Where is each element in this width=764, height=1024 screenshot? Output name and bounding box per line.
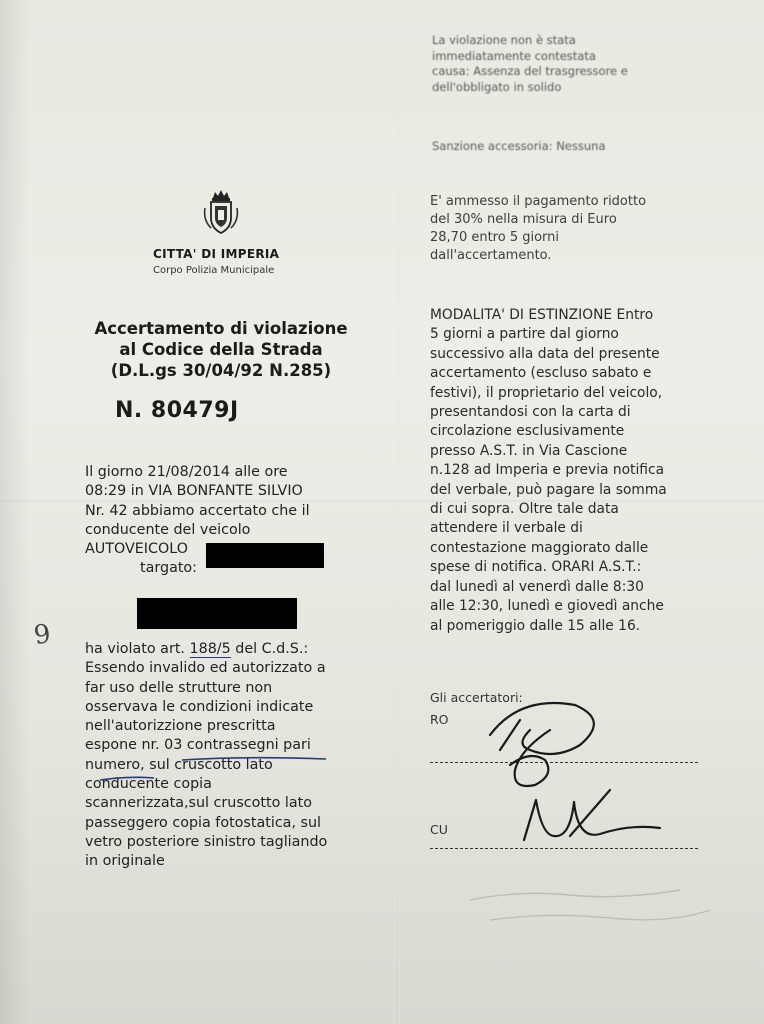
payment-line: dall'accertamento. — [430, 248, 552, 263]
notice-line: dell'obbligato in solido — [432, 79, 562, 94]
redacted-vehicle — [206, 543, 324, 568]
body-line: far uso delle strutture non — [85, 679, 273, 696]
city-name: CITTA' DI IMPERIA — [153, 247, 280, 261]
terms-line: presso A.S.T. in Via Cascione — [430, 442, 628, 459]
bleed-through-handwriting — [460, 880, 720, 940]
body-line: 08:29 in VIA BONFANTE SILVIO — [85, 483, 303, 500]
terms-line: di cui sopra. Oltre tale data — [430, 501, 619, 518]
handwritten-margin-note: 9 — [31, 618, 53, 652]
report-number: N. 80479J — [115, 398, 239, 423]
plate-label: targato: — [140, 560, 197, 577]
terms-line: MODALITA' DI ESTINZIONE Entro — [430, 307, 654, 323]
payment-line: E' ammesso il pagamento ridotto — [430, 194, 647, 209]
terms-line: al pomeriggio dalle 15 alle 16. — [430, 617, 641, 634]
violation-line — [85, 640, 327, 659]
redacted-plate — [137, 598, 297, 629]
body-line: osservava le condizioni indicate — [85, 698, 314, 715]
terms-line: contestazione maggiorato dalle — [430, 539, 649, 556]
paper-shadow — [0, 0, 30, 1024]
title-line-3: (D.L.gs 30/04/92 N.285) — [110, 361, 332, 380]
officers-label: Gli accertatori: — [430, 690, 523, 705]
document-title — [76, 318, 366, 381]
officer-1-initials: RO — [430, 712, 449, 727]
body-line: passeggero copia fotostatica, sul — [85, 814, 322, 831]
terms-line: attendere il verbale di — [430, 520, 583, 537]
body-line: conducente copia — [85, 776, 212, 793]
terms-line: alle 12:30, lunedì e giovedì anche — [430, 598, 664, 615]
terms-line: circolazione esclusivamente — [430, 423, 625, 440]
notice-line: causa: Assenza del trasgressore e — [432, 64, 628, 78]
body-line: Il giorno 21/08/2014 alle ore — [85, 464, 288, 480]
terms-line: successivo alla data del presente — [430, 345, 660, 362]
terms-line: accertamento (escluso sabato e — [430, 365, 652, 382]
vertical-fold-line — [398, 0, 400, 1024]
terms-line: 5 giorni a partire dal giorno — [430, 326, 619, 343]
terms-line: n.128 ad Imperia e previa notifica — [430, 462, 665, 479]
notice-line: La violazione non è stata — [432, 33, 576, 47]
extinction-terms — [430, 306, 667, 636]
body-line: scannerizzata,sul cruscotto lato — [85, 795, 312, 812]
ink-underline — [98, 774, 158, 794]
article-number: 188/5 — [189, 641, 231, 657]
title-line-1: Accertamento di violazione — [94, 319, 348, 338]
body-line: Essendo invalido ed autorizzato a — [85, 660, 326, 677]
signature-2 — [510, 780, 680, 850]
officer-2-initials: CU — [430, 822, 448, 837]
coat-of-arms-icon — [201, 188, 241, 236]
title-line-2: al Codice della Strada — [119, 340, 323, 359]
vehicle-type: AUTOVEICOLO — [85, 541, 188, 558]
violation-prefix: ha violato art. — [85, 641, 190, 657]
police-corps-name: Corpo Polizia Municipale — [153, 265, 275, 276]
body-line: numero, sul cruscotto lato — [85, 756, 273, 773]
body-line: espone nr. 03 contrassegni pari — [85, 737, 311, 754]
terms-line: presentandosi con la carta di — [430, 404, 631, 421]
violation-suffix: del C.d.S.: — [230, 641, 309, 657]
payment-line: 28,70 entro 5 giorni — [430, 230, 560, 245]
accessory-sanction: Sanzione accessoria: Nessuna — [432, 139, 606, 153]
body-line: nell'autorizzione prescritta — [85, 718, 276, 735]
terms-line: del verbale, può pagare la somma — [430, 481, 667, 498]
body-line: Nr. 42 abbiamo accertato che il — [85, 502, 310, 519]
terms-line: spese di notifica. ORARI A.S.T.: — [430, 559, 642, 576]
notice-line: immediatamente contestata — [432, 48, 596, 63]
ink-underline — [180, 756, 330, 786]
body-line: vetro posteriore sinistro tagliando — [85, 833, 328, 850]
reduced-payment-notice — [430, 193, 646, 265]
body-line: in originale — [85, 853, 165, 870]
not-contested-notice — [432, 33, 628, 95]
terms-line: festivi), il proprietario del veicolo, — [430, 384, 663, 401]
payment-line: del 30% nella misura di Euro — [430, 212, 617, 227]
terms-line: dal lunedì al venerdì dalle 8:30 — [430, 578, 644, 595]
body-line: conducente del veicolo — [85, 521, 251, 538]
